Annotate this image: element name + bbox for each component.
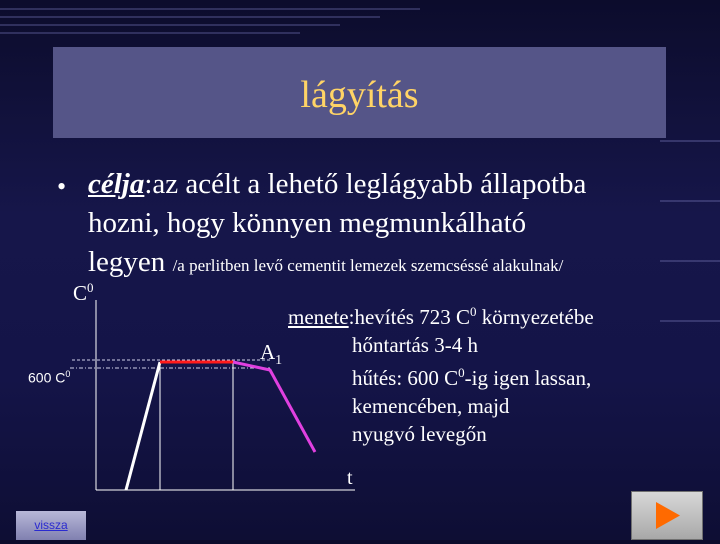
x-axis-label: t <box>347 467 353 489</box>
process-line-5: nyugvó levegőn <box>352 422 487 446</box>
heating-line <box>126 362 160 490</box>
y-axis-label: $C^0$ <box>73 280 94 305</box>
process-line-1: menete:hevítés 723 $C^0$ környezetébe <box>288 304 594 329</box>
process-line-4: kemencében, majd <box>352 394 510 418</box>
goal-term: célja <box>88 168 145 200</box>
next-button[interactable] <box>631 491 703 540</box>
process-description <box>288 298 594 448</box>
bullet-icon: • <box>57 172 67 201</box>
bullet-line-2: hozni, hogy könnyen megmunkálható <box>88 207 527 239</box>
play-right-icon <box>632 492 702 539</box>
back-button[interactable]: vissza <box>16 511 86 540</box>
a1-label: $A_1$ <box>260 340 283 369</box>
goal-text: :az acélt a lehető leglágyabb állapotba <box>144 168 587 200</box>
process-line-3: hűtés: 600 $C^0-ig$ igen lassan, <box>352 365 592 390</box>
temp-600-label: 600 $C^0$ <box>28 369 71 386</box>
bullet-line-3-main: legyen <box>88 246 166 278</box>
page-title: lágyítás <box>300 74 419 116</box>
process-line-2: hőntartás 3-4 h <box>352 333 478 357</box>
process-term: menete <box>288 305 349 329</box>
bullet-note: /a perlitben levő cementit lemezek szemcséssé alakulnak/ <box>172 256 564 275</box>
